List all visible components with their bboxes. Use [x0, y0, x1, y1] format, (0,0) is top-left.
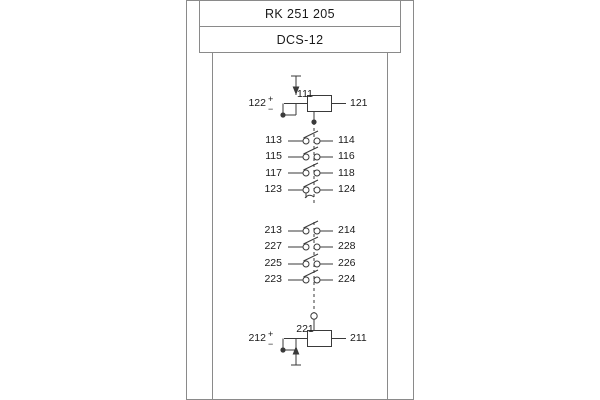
contact-223-224: [288, 270, 333, 283]
contact-123-124: [288, 180, 333, 198]
contact-227-228: [288, 237, 333, 250]
page-subtitle: DCS-12: [276, 33, 324, 47]
terminal-label-213: 213: [264, 224, 282, 236]
terminal-label-123: 123: [264, 183, 282, 195]
contact-117-118: [288, 163, 333, 176]
coil-label-221: 221: [296, 323, 314, 335]
terminal-label-124: 124: [338, 183, 356, 195]
actuator-node: [311, 313, 317, 319]
polarity-minus-top: −: [268, 104, 274, 114]
terminal-label-227: 227: [264, 240, 282, 252]
terminal-label-113: 113: [265, 134, 282, 146]
polarity-plus-bottom: +: [268, 329, 274, 339]
terminal-label-117: 117: [265, 167, 282, 179]
contact-113-114: [288, 131, 333, 144]
terminal-label-225: 225: [264, 257, 282, 269]
polarity-minus-bottom: −: [268, 339, 274, 349]
page-title: RK 251 205: [264, 7, 336, 21]
top-coil-left-branch: [283, 104, 296, 116]
bottom-junction-dots: [280, 347, 285, 352]
contact-225-226: [288, 254, 333, 267]
terminal-label-115: 115: [265, 150, 282, 162]
coil-label-111: 111: [297, 88, 313, 100]
terminal-label-214: 214: [338, 224, 356, 236]
terminal-label-226: 226: [338, 257, 356, 269]
terminal-label-122: 122: [248, 97, 266, 109]
terminal-label-121: 121: [350, 97, 368, 109]
terminal-label-114: 114: [338, 134, 355, 146]
top-junction-dots: [280, 112, 316, 124]
terminal-label-212: 212: [248, 332, 266, 344]
contact-115-116: [288, 147, 333, 160]
contact-213-214: [288, 221, 333, 234]
terminal-label-211: 211: [350, 332, 367, 344]
terminal-label-118: 118: [338, 167, 355, 179]
terminal-label-228: 228: [338, 240, 356, 252]
terminal-label-224: 224: [338, 273, 356, 285]
terminal-label-116: 116: [338, 150, 355, 162]
polarity-plus-top: +: [268, 94, 274, 104]
terminal-label-223: 223: [264, 273, 282, 285]
